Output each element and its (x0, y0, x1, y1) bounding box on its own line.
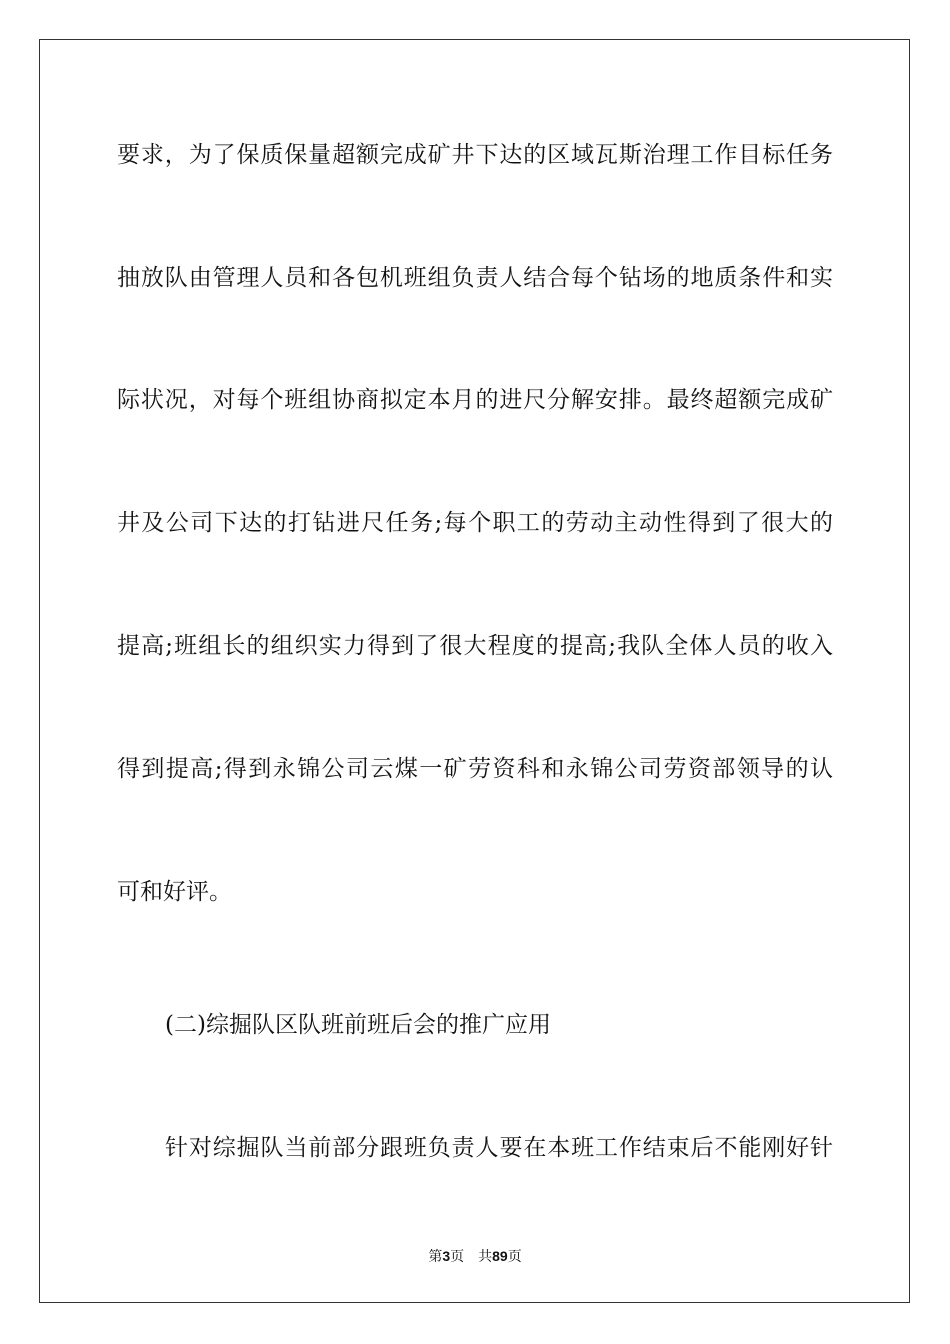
page-border (39, 39, 910, 1303)
body-line-6: 得到提高;得到永锦公司云煤一矿劳资科和永锦公司劳资部领导的认 (117, 756, 833, 782)
body-line-3: 际状况，对每个班组协商拟定本月的进尺分解安排。最终超额完成矿 (117, 387, 833, 413)
footer-total-prefix: 共 (478, 1249, 493, 1265)
footer-page-suffix: 页 (450, 1249, 465, 1265)
body-line-5: 提高;班组长的组织实力得到了很大程度的提高;我队全体人员的收入 (117, 633, 833, 659)
footer-total-suffix: 页 (507, 1249, 522, 1265)
body-line-4: 井及公司下达的打钻进尺任务;每个职工的劳动主动性得到了很大的 (117, 510, 833, 536)
footer-page-prefix: 第 (428, 1249, 443, 1265)
section-heading: (二)综掘队区队班前班后会的推广应用 (165, 1012, 551, 1038)
page-footer (0, 1247, 950, 1266)
paragraph-line: 针对综掘队当前部分跟班负责人要在本班工作结束后不能刚好针 (165, 1135, 833, 1161)
body-line-1: 要求，为了保质保量超额完成矿井下达的区域瓦斯治理工作目标任务 (117, 142, 833, 168)
body-line-2: 抽放队由管理人员和各包机班组负责人结合每个钻场的地质条件和实 (117, 265, 833, 291)
footer-page-number: 3 (442, 1248, 451, 1264)
footer-total-pages: 89 (492, 1248, 508, 1264)
body-line-7: 可和好评。 (117, 879, 232, 905)
